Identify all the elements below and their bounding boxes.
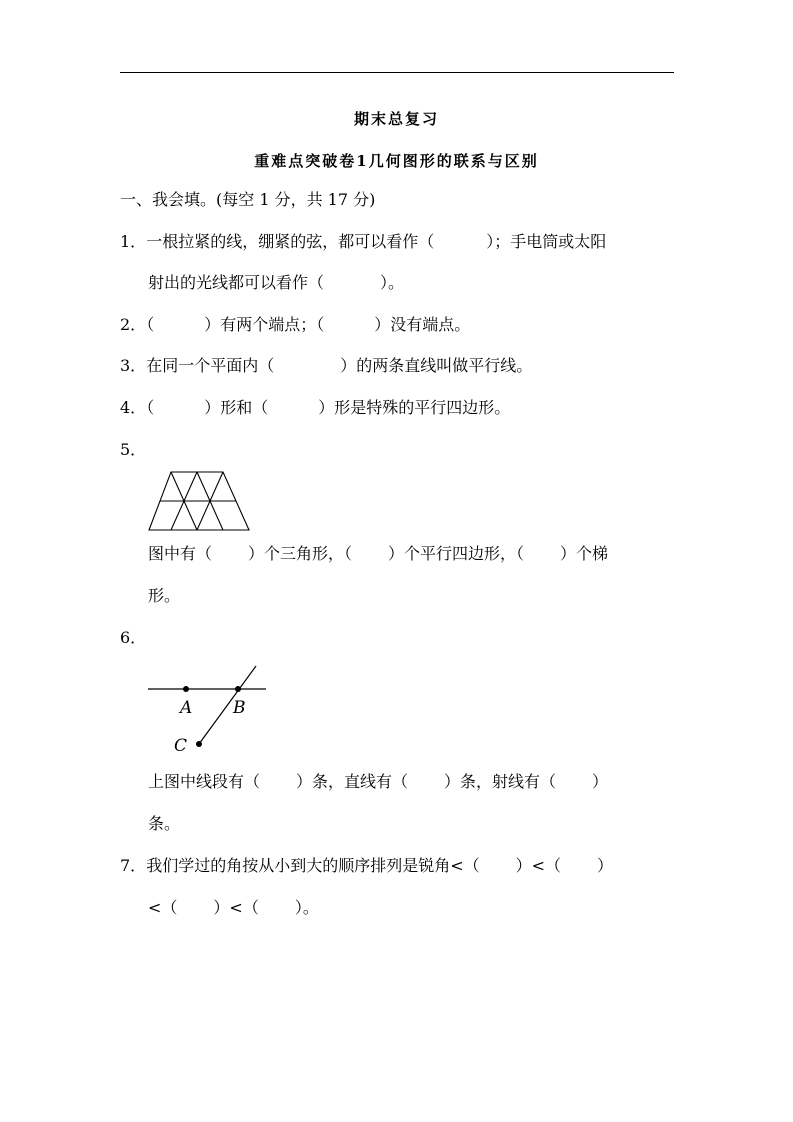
page-title: 期末总复习 <box>353 110 439 128</box>
question-3: 3．在同一个平面内（ ）的两条直线叫做平行线。 <box>120 356 533 375</box>
header-rule <box>120 72 674 73</box>
question-1: 1．一根拉紧的线，绷紧的弦，都可以看作（ ）；手电筒或太阳 <box>120 232 607 251</box>
label-a: A <box>180 698 193 718</box>
question-5-text: 图中有（ ）个三角形，（ ）个平行四边形，（ ）个梯 <box>148 544 609 563</box>
question-number: 4． <box>120 398 147 417</box>
section-heading: 一、我会填。(每空 1 分，共 17 分) <box>120 190 376 209</box>
trapezoid-figure <box>146 469 254 535</box>
question-2: 2．（ ）有两个端点；（ ）没有端点。 <box>120 315 471 334</box>
ray-cb <box>199 666 256 744</box>
line-ray-figure <box>140 660 280 758</box>
page-subtitle: 重难点突破卷1几何图形的联系与区别 <box>254 152 539 170</box>
question-4: 4．（ ）形和（ ）形是特殊的平行四边形。 <box>120 398 511 417</box>
question-6-number: 6． <box>120 628 147 647</box>
label-b: B <box>233 698 246 718</box>
question-5-number: 5． <box>120 440 147 459</box>
question-7-cont: <（ ）<（ ）。 <box>148 898 319 917</box>
point-b <box>235 686 241 692</box>
label-c: C <box>174 736 188 756</box>
question-1-cont: 射出的光线都可以看作（ ）。 <box>148 273 405 292</box>
point-c <box>196 741 202 747</box>
question-6-cont: 条。 <box>148 814 181 833</box>
question-5-cont: 形。 <box>148 586 181 605</box>
question-number: 2． <box>120 315 147 334</box>
question-number: 3． <box>120 356 147 375</box>
point-a <box>183 686 189 692</box>
question-7: 7．我们学过的角按从小到大的顺序排列是锐角<（ ）<（ ） <box>120 856 614 875</box>
question-number: 1． <box>120 232 147 251</box>
question-6-text: 上图中线段有（ ）条，直线有（ ）条，射线有（ ） <box>148 772 609 791</box>
question-number: 7． <box>120 856 147 875</box>
